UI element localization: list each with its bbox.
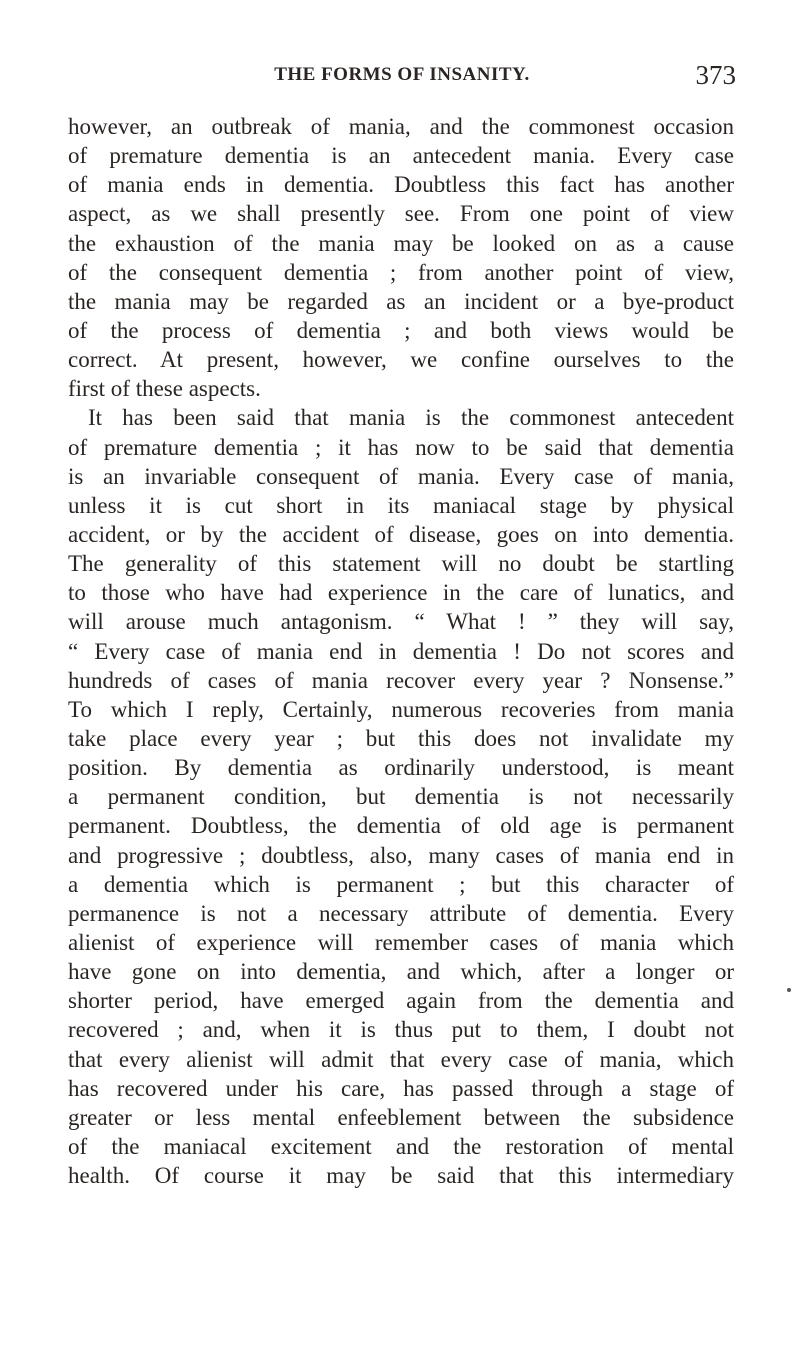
text-line: alienist of experience will remember cases of mania which xyxy=(68,929,734,955)
text-line: To which I reply, Certainly, numerous recoveries from mania xyxy=(68,696,734,722)
text-line: a permanent condition, but dementia is not necessarily xyxy=(68,784,734,810)
text-line: to those who have had experience in the care of lunatics, and xyxy=(68,580,734,606)
text-line: correct. At present, however, we confine ourselves to the xyxy=(68,347,734,373)
text-line: permanent. Doubtless, the dementia of old age is permanent xyxy=(68,813,734,839)
text-line: will arouse much antagonism. “ What ! ” they will say, xyxy=(68,609,734,635)
text-line: that every alienist will admit that every case of mania, which xyxy=(68,1046,734,1072)
text-line: and progressive ; doubtless, also, many cases of mania end in xyxy=(68,842,734,868)
text-line: The generality of this statement will no doubt be startling xyxy=(68,551,734,577)
text-line: “ Every case of mania end in dementia ! Do not scores and xyxy=(68,638,734,664)
text-line: the exhaustion of the mania may be looked on as a cause xyxy=(68,230,734,256)
text-line: shorter period, have emerged again from the dementia and xyxy=(68,988,734,1014)
body-text xyxy=(68,112,734,1190)
text-line: unless it is cut short in its maniacal stage by physical xyxy=(68,492,734,518)
page-number: 373 xyxy=(695,60,736,90)
text-line: greater or less mental enfeeblement between the subsidence xyxy=(68,1104,734,1130)
paragraph-first-line: It has been said that mania is the commonest antecedent xyxy=(88,405,734,431)
margin-speck xyxy=(787,988,791,992)
text-line: of premature dementia ; it has now to be said that dementia xyxy=(68,434,734,460)
text-line: have gone on into dementia, and which, after a longer or xyxy=(68,959,734,985)
running-head xyxy=(68,60,736,100)
text-line: of the process of dementia ; and both views would be xyxy=(68,317,734,343)
text-line: take place every year ; but this does not invalidate my xyxy=(68,725,734,751)
text-line: accident, or by the accident of disease, goes on into dementia. xyxy=(68,521,734,547)
text-line: hundreds of cases of mania recover every year ? Nonsense.” xyxy=(68,667,734,693)
text-line: of mania ends in dementia. Doubtless this fact has another xyxy=(68,172,734,198)
text-line: of premature dementia is an antecedent mania. Every case xyxy=(68,143,734,169)
text-line: position. By dementia as ordinarily understood, is meant xyxy=(68,755,734,781)
text-line: a dementia which is permanent ; but this character of xyxy=(68,871,734,897)
text-line: of the consequent dementia ; from another point of view, xyxy=(68,259,734,285)
text-line: aspect, as we shall presently see. From one point of view xyxy=(68,201,734,227)
text-line: however, an outbreak of mania, and the commonest occasion xyxy=(68,114,734,139)
text-line: the mania may be regarded as an incident or a bye-product xyxy=(68,288,734,314)
text-line: permanence is not a necessary attribute of dementia. Every xyxy=(68,900,734,926)
text-line: first of these aspects. xyxy=(68,376,261,402)
running-title: THE FORMS OF INSANITY. xyxy=(274,64,530,85)
text-line: is an invariable consequent of mania. Every case of mania, xyxy=(68,463,734,489)
text-line: health. Of course it may be said that this intermediary xyxy=(68,1163,734,1189)
text-line: has recovered under his care, has passed through a stage of xyxy=(68,1075,734,1101)
text-line: recovered ; and, when it is thus put to them, I doubt not xyxy=(68,1017,734,1043)
text-line: of the maniacal excitement and the restoration of mental xyxy=(68,1133,734,1159)
